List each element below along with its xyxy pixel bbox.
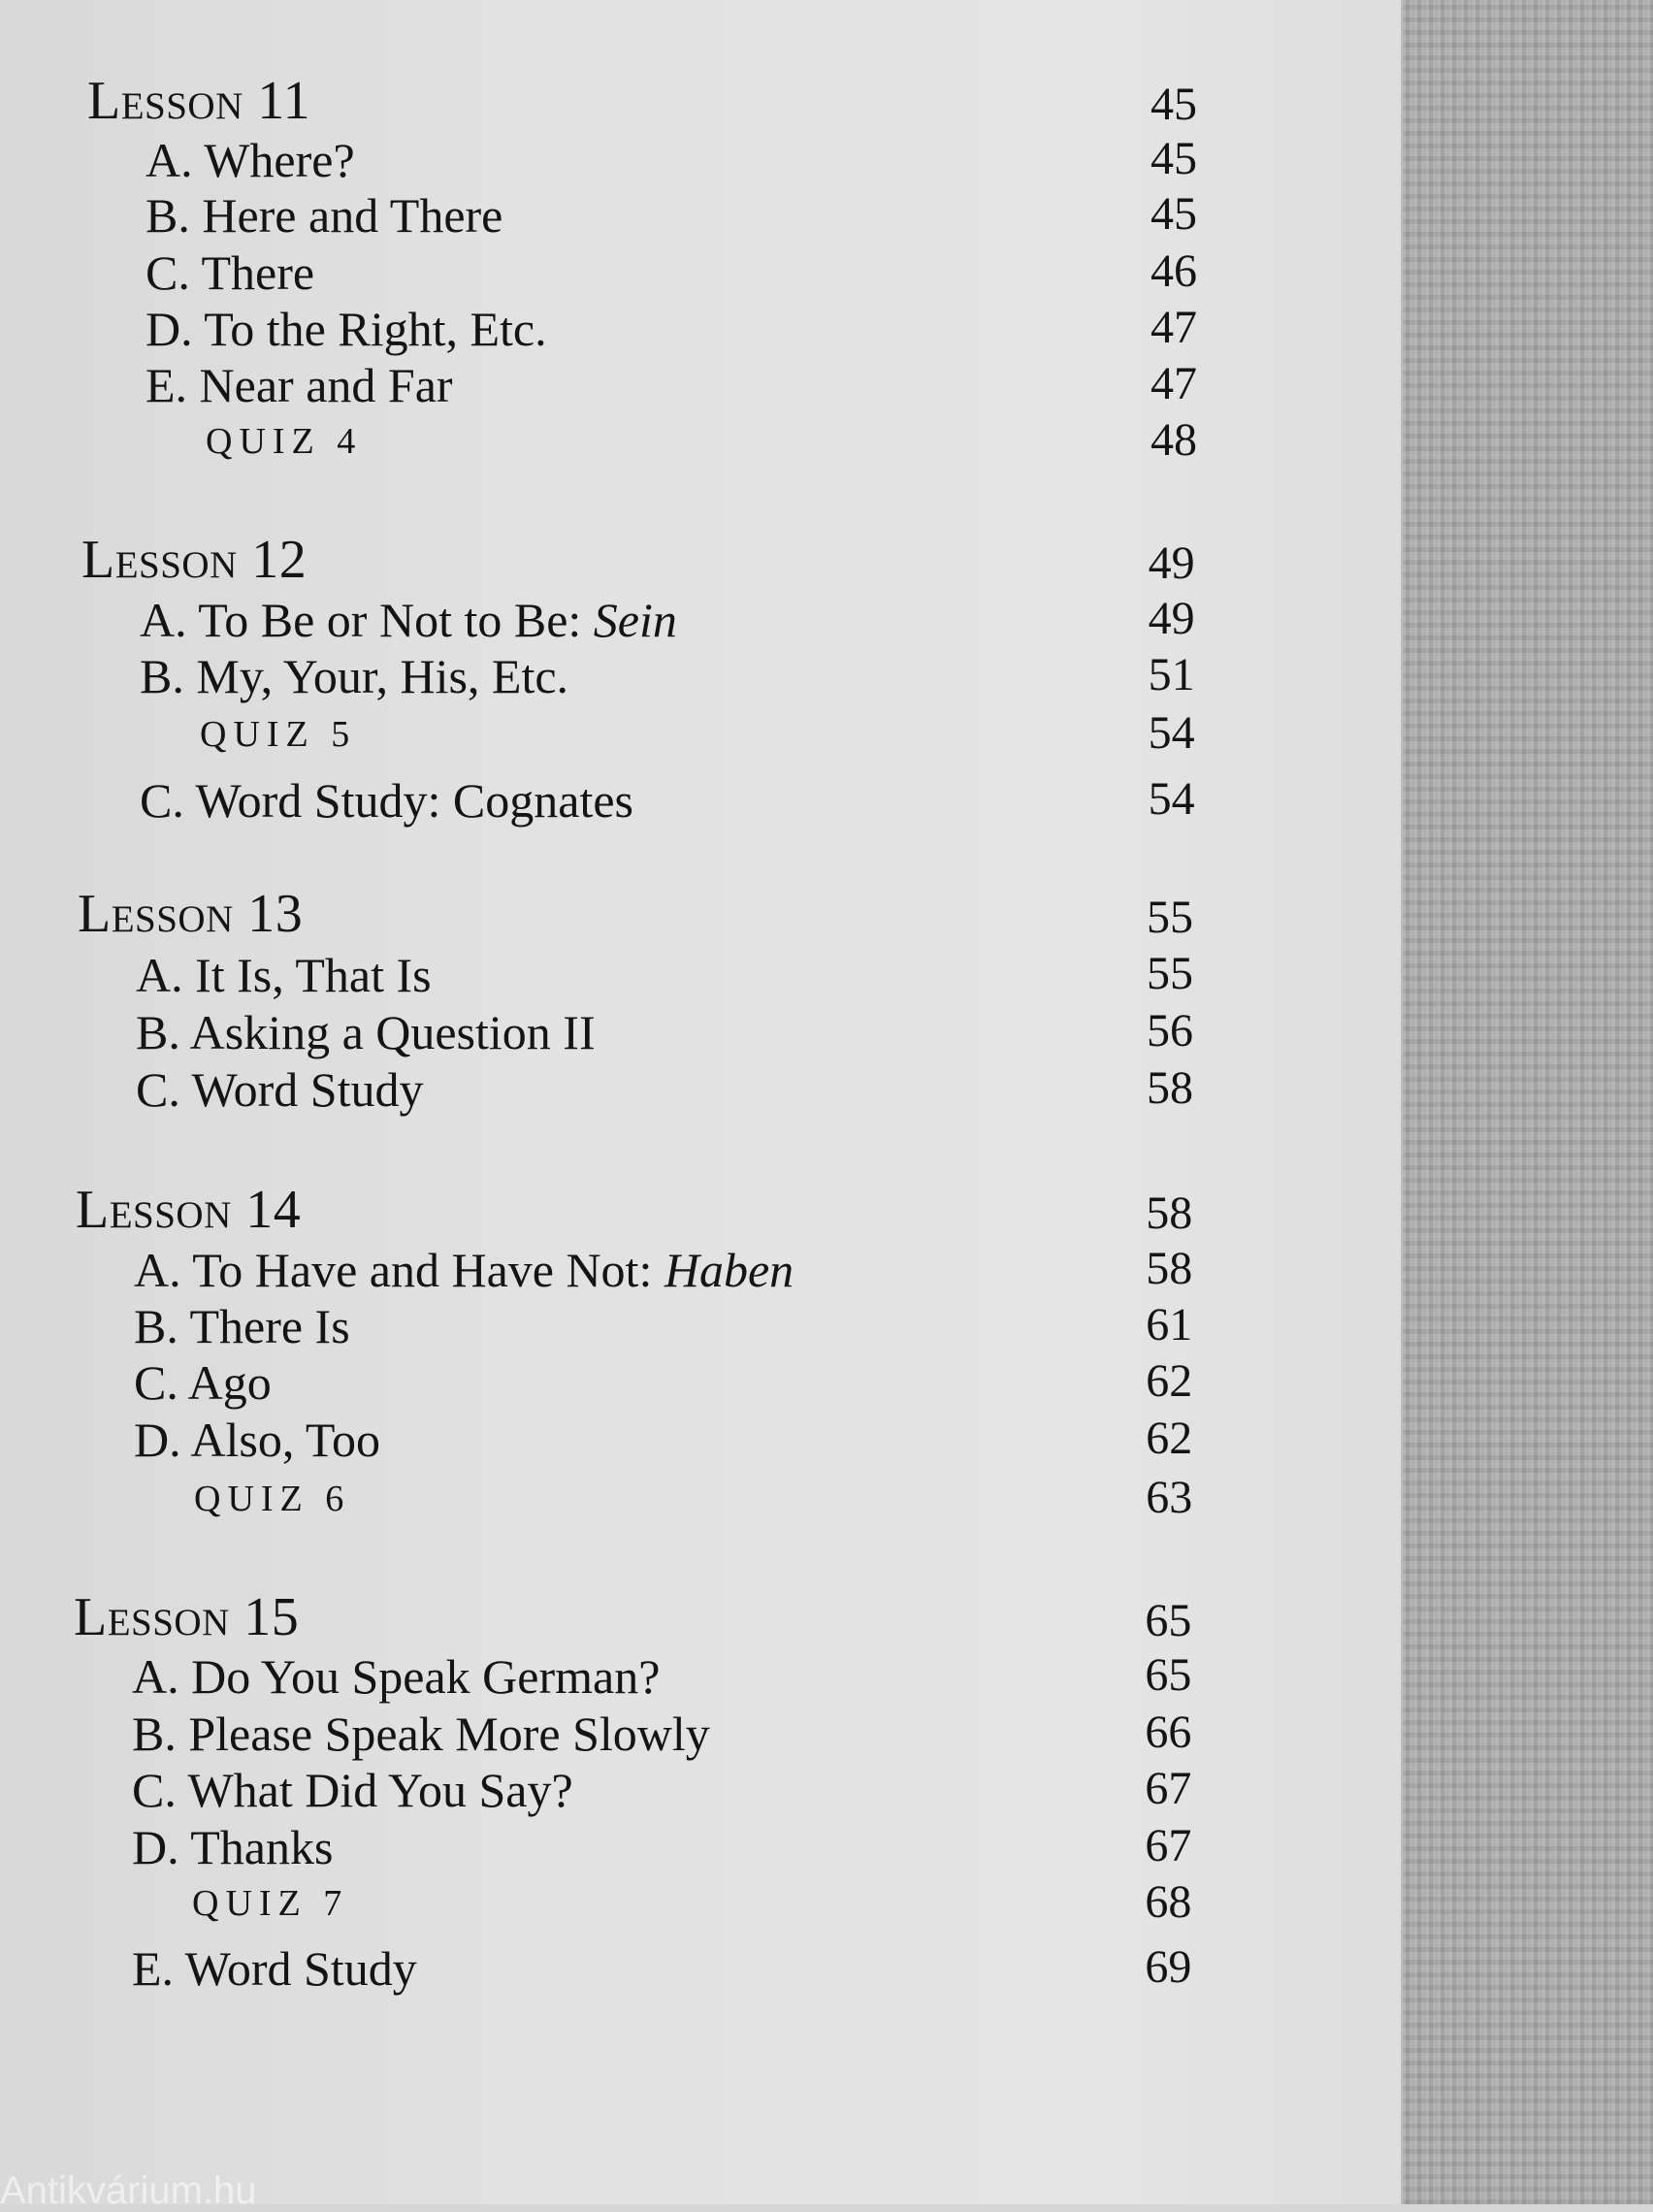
lesson-title: Lesson 12 (81, 530, 308, 590)
page-number: 47 (1151, 358, 1197, 409)
page-number: 65 (1145, 1649, 1192, 1701)
section-text: Ago (187, 1355, 272, 1410)
lesson-title: Lesson 11 (87, 71, 311, 131)
section-letter: D. (132, 1820, 179, 1874)
section-title (140, 649, 569, 703)
toc-entry-row (0, 1763, 1401, 1824)
section-text: Please Speak More Slowly (188, 1707, 710, 1761)
toc-entry-row (0, 302, 1401, 363)
section-title (146, 245, 315, 300)
toc-entry-row (0, 1709, 1401, 1768)
section-text: Word Study (184, 1941, 417, 1996)
section-letter: B. (140, 649, 184, 703)
page-number: 58 (1147, 1062, 1193, 1114)
section-letter: A. (146, 133, 193, 187)
page-number: 63 (1146, 1472, 1193, 1523)
section-title (134, 1299, 350, 1353)
toc-entry-row (0, 1820, 1401, 1881)
toc-entry-row (0, 948, 1401, 1009)
section-text: To Have and Have Not: (192, 1243, 664, 1297)
page-number: 68 (1145, 1876, 1192, 1928)
section-title (140, 773, 633, 828)
lesson-title: Lesson 14 (76, 1180, 302, 1240)
section-text: There Is (189, 1299, 350, 1353)
quiz-row (0, 1876, 1401, 1937)
section-text: Thanks (190, 1820, 334, 1874)
page-number: 45 (1151, 133, 1197, 184)
section-text: Where? (204, 133, 355, 187)
page-number: 56 (1147, 1005, 1193, 1057)
section-text: Do You Speak German? (191, 1649, 661, 1704)
toc-entry-row (0, 1649, 1401, 1710)
toc-entry-row (0, 133, 1401, 194)
section-text-emphasis: Sein (593, 593, 677, 647)
section-letter: A. (132, 1649, 179, 1704)
section-letter: D. (146, 302, 193, 356)
section-text: It Is, That Is (195, 948, 432, 1002)
section-text: Near and Far (199, 358, 453, 412)
toc-entry-row (0, 1941, 1401, 2002)
section-letter: C. (134, 1355, 178, 1410)
lesson-heading-row (0, 884, 1401, 951)
lesson-heading-row (0, 1180, 1401, 1247)
lesson-title: Lesson 13 (78, 884, 304, 944)
page-number: 62 (1146, 1413, 1193, 1464)
page-number: 45 (1151, 79, 1197, 130)
lesson-heading-row (0, 530, 1401, 597)
section-title (132, 1763, 573, 1817)
section-title (132, 1820, 334, 1874)
section-letter: A. (140, 593, 187, 647)
section-title (136, 1062, 424, 1117)
section-letter: E. (146, 358, 188, 412)
toc-entry-row (0, 188, 1401, 249)
section-text: Word Study: Cognates (195, 773, 633, 828)
section-letter: B. (146, 188, 190, 243)
section-letter: D. (134, 1413, 181, 1467)
quiz-title: QUIZ 5 (200, 714, 357, 755)
page-number: 51 (1148, 649, 1195, 700)
section-title (146, 302, 547, 356)
quiz-row (0, 1472, 1401, 1533)
lesson-title: Lesson 15 (74, 1587, 300, 1647)
section-letter: A. (134, 1243, 181, 1297)
toc-entry-row (0, 358, 1401, 419)
page-number: 62 (1146, 1355, 1193, 1407)
page-number: 54 (1148, 773, 1195, 825)
section-title (146, 358, 453, 412)
section-text: Also, Too (190, 1413, 380, 1467)
section-letter: C. (140, 773, 184, 828)
section-letter: B. (134, 1299, 178, 1353)
watermark: Antikvárium.hu (0, 2169, 257, 2212)
section-text: To Be or Not to Be: (198, 593, 594, 647)
quiz-title: QUIZ 4 (206, 421, 363, 462)
quiz-title: QUIZ 7 (192, 1883, 349, 1924)
toc-entry-row (0, 649, 1401, 710)
lesson-heading-row (0, 1587, 1401, 1654)
section-title (132, 1707, 710, 1761)
section-title (140, 593, 677, 647)
toc-entry-row (0, 245, 1401, 307)
section-title (134, 1243, 794, 1297)
section-text-emphasis: Haben (664, 1243, 794, 1297)
section-title (136, 948, 432, 1002)
section-title (132, 1941, 417, 1996)
page-number: 45 (1151, 188, 1197, 240)
section-text: What Did You Say? (187, 1763, 573, 1817)
section-text: Word Study (191, 1062, 424, 1117)
section-letter: C. (136, 1062, 180, 1117)
page-number: 66 (1145, 1707, 1192, 1758)
toc-entry-row (0, 1415, 1401, 1474)
section-letter: B. (132, 1707, 177, 1761)
page-number: 55 (1147, 892, 1193, 943)
page-number: 61 (1146, 1299, 1193, 1350)
page-number: 67 (1145, 1820, 1192, 1871)
page-number: 69 (1145, 1941, 1192, 1993)
section-text: There (201, 245, 315, 300)
section-letter: B. (136, 1005, 180, 1059)
quiz-row (0, 414, 1401, 475)
page-number: 55 (1147, 948, 1193, 999)
page-number: 47 (1151, 302, 1197, 353)
page-number: 46 (1151, 245, 1197, 297)
section-letter: C. (132, 1763, 177, 1817)
section-text: To the Right, Etc. (204, 302, 547, 356)
toc-entry-row (0, 1062, 1401, 1123)
section-title (136, 1005, 596, 1059)
section-title (134, 1355, 272, 1410)
section-letter: A. (136, 948, 183, 1002)
section-title (132, 1649, 661, 1704)
toc-entry-row (0, 593, 1401, 654)
section-letter: C. (146, 245, 190, 300)
toc-entry-row (0, 773, 1401, 834)
page-number: 65 (1145, 1595, 1192, 1646)
page-number: 54 (1148, 707, 1195, 759)
page-number: 49 (1148, 593, 1195, 644)
section-text: Asking a Question II (189, 1005, 596, 1059)
toc-entry-row (0, 1355, 1401, 1416)
toc-entry-row (0, 1243, 1401, 1304)
toc-entry-row (0, 1005, 1401, 1066)
section-text: Here and There (202, 188, 503, 243)
quiz-row (0, 707, 1401, 768)
page-number: 49 (1148, 537, 1195, 589)
page-number: 67 (1145, 1763, 1192, 1814)
page-number: 58 (1146, 1187, 1193, 1239)
section-title (146, 188, 503, 243)
toc-entry-row (0, 1299, 1401, 1360)
section-letter: E. (132, 1941, 175, 1996)
section-title (146, 133, 355, 187)
lesson-heading-row (0, 71, 1401, 138)
book-spine-background (1401, 0, 1653, 2204)
page-number: 48 (1151, 414, 1197, 466)
page-number: 58 (1146, 1243, 1193, 1294)
section-title (134, 1413, 380, 1467)
section-text: My, Your, His, Etc. (196, 649, 569, 703)
quiz-title: QUIZ 6 (194, 1479, 351, 1519)
